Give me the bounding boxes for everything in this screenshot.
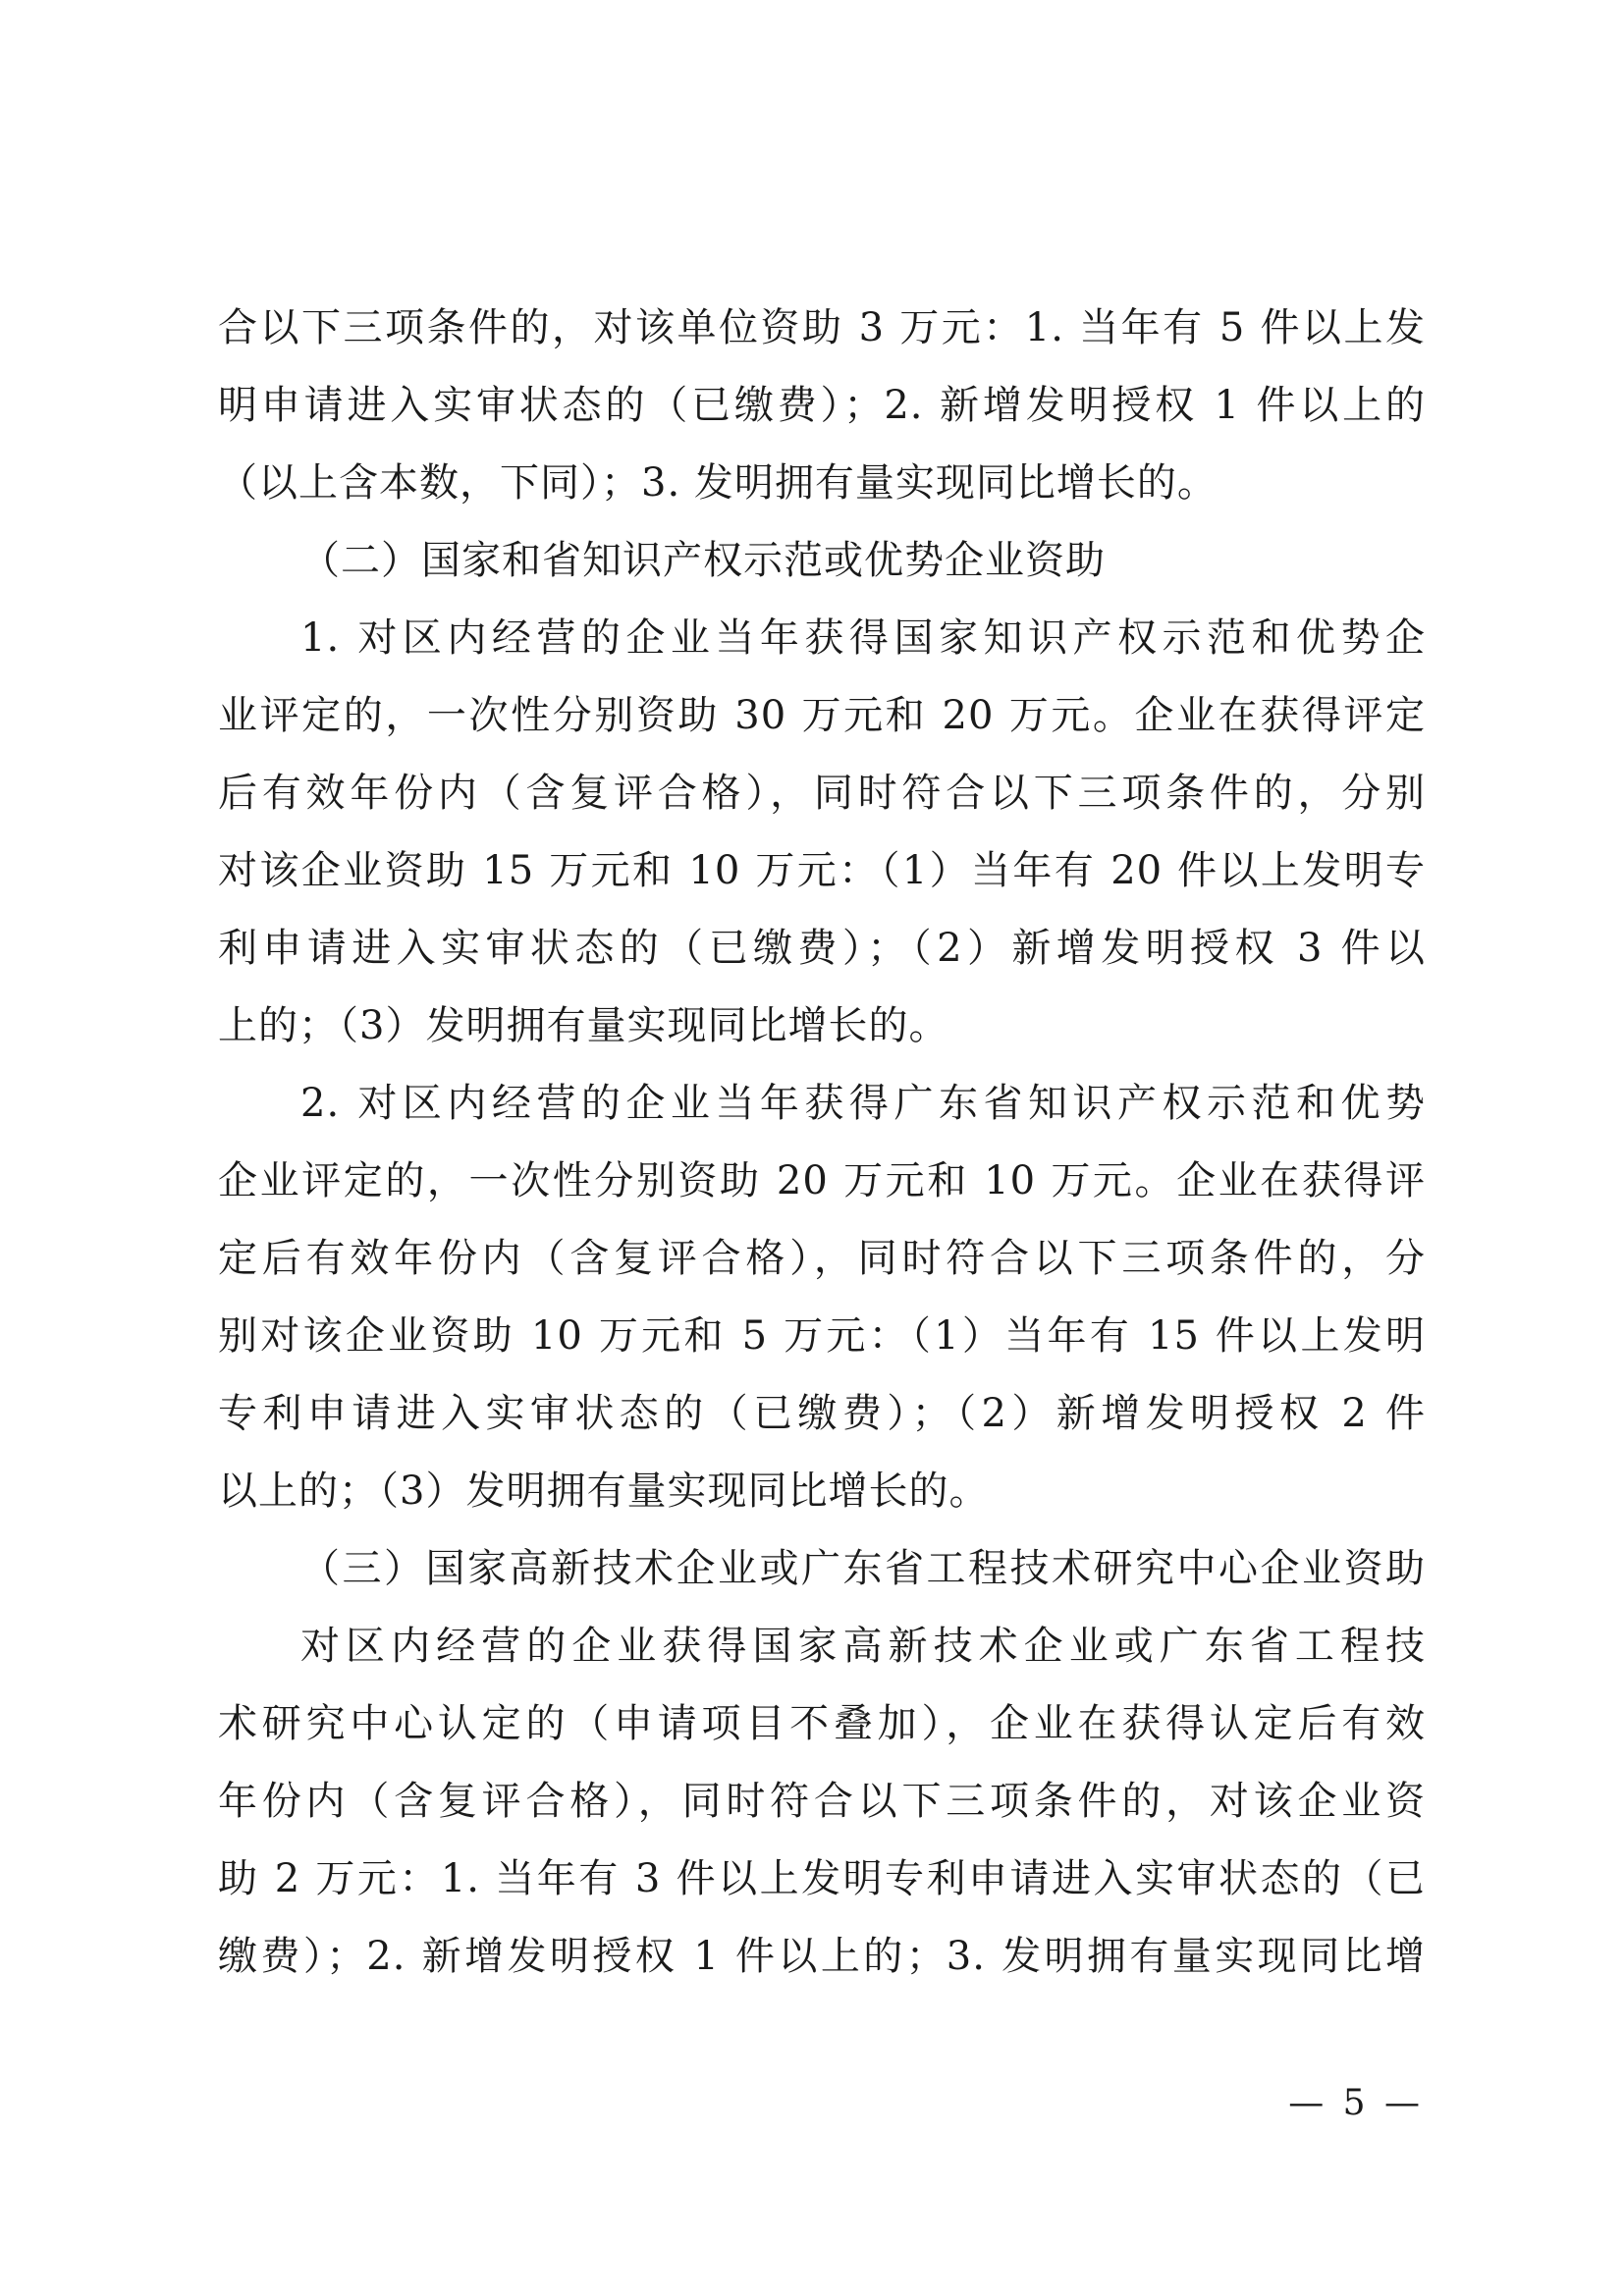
text-line-1: 合以下三项条件的，对该单位资助 3 万元：1. 当年有 5 件以上发 bbox=[218, 305, 1426, 350]
text-line-13: 定后有效年份内（含复评合格），同时符合以下三项条件的，分 bbox=[218, 1236, 1426, 1281]
text-line-11: 2. 对区内经营的企业当年获得广东省知识产权示范和优势 bbox=[300, 1081, 1426, 1126]
text-line-19: 术研究中心认定的（申请项目不叠加），企业在获得认定后有效 bbox=[218, 1701, 1426, 1746]
section-heading-2: （二）国家和省知识产权示范或优势企业资助 bbox=[300, 538, 1106, 583]
text-line-6: 业评定的，一次性分别资助 30 万元和 20 万元。企业在获得评定 bbox=[218, 693, 1426, 738]
text-line-14: 别对该企业资助 10 万元和 5 万元：（1）当年有 15 件以上发明 bbox=[218, 1313, 1426, 1359]
text-line-12: 企业评定的，一次性分别资助 20 万元和 10 万元。企业在获得评 bbox=[218, 1158, 1426, 1203]
text-line-8: 对该企业资助 15 万元和 10 万元：（1）当年有 20 件以上发明专 bbox=[218, 848, 1426, 893]
text-line-20: 年份内（含复评合格），同时符合以下三项条件的，对该企业资 bbox=[218, 1779, 1426, 1824]
text-line-9: 利申请进入实审状态的（已缴费）；（2）新增发明授权 3 件以 bbox=[218, 926, 1426, 971]
text-line-18: 对区内经营的企业获得国家高新技术企业或广东省工程技 bbox=[300, 1624, 1426, 1669]
text-line-7: 后有效年份内（含复评合格），同时符合以下三项条件的，分别 bbox=[218, 771, 1426, 816]
text-line-22: 缴费）；2. 新增发明授权 1 件以上的；3. 发明拥有量实现同比增 bbox=[218, 1934, 1426, 1979]
text-line-15: 专利申请进入实审状态的（已缴费）；（2）新增发明授权 2 件 bbox=[218, 1391, 1426, 1436]
section-heading-3: （三）国家高新技术企业或广东省工程技术研究中心企业资助 bbox=[300, 1546, 1426, 1591]
page-number: — 5 — bbox=[1288, 2083, 1424, 2123]
text-line-16: 以上的；（3）发明拥有量实现同比增长的。 bbox=[218, 1468, 990, 1514]
text-line-2: 明申请进入实审状态的（已缴费）；2. 新增发明授权 1 件以上的 bbox=[218, 383, 1426, 428]
text-line-10: 上的；（3）发明拥有量实现同比增长的。 bbox=[218, 1003, 949, 1048]
text-line-21: 助 2 万元：1. 当年有 3 件以上发明专利申请进入实审状态的（已 bbox=[218, 1856, 1426, 1901]
text-line-3: （以上含本数，下同）；3. 发明拥有量实现同比增长的。 bbox=[218, 460, 1218, 506]
text-line-5: 1. 对区内经营的企业当年获得国家知识产权示范和优势企 bbox=[300, 615, 1426, 661]
